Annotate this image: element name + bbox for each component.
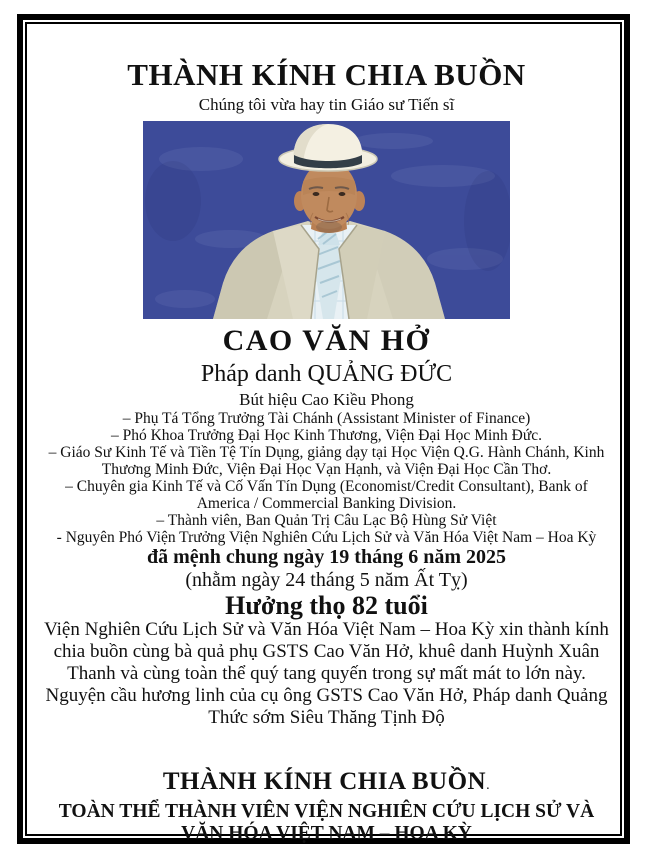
footer-organization: TOÀN THỂ THÀNH VIÊN VIỆN NGHIÊN CỨU LỊCH SỬ VÀ VĂN HÓA VIỆT NAM – HOA KỲ xyxy=(58,801,595,844)
page-subtitle: Chúng tôi vừa hay tin Giáo sư Tiến sĩ xyxy=(198,95,455,114)
bio-line: – Chuyên gia Kinh Tế và Cố Vấn Tín Dụng (Economist/Credit Consultant), Bank of America / Commercial Banking Division. xyxy=(65,478,588,512)
age-line: Hưởng thọ 82 tuổi xyxy=(225,591,428,620)
condolence-message: Viện Nghiên Cứu Lịch Sử và Văn Hóa Việt Nam – Hoa Kỳ xin thành kính chia buồn cùng bà quả phụ GSTS Cao Văn Hở, khuê danh Huỳnh Xuân Thanh và cùng toàn thể quý tang quyến trong sự mất mát to lớn này. xyxy=(44,619,609,684)
deceased-name: CAO VĂN HỞ xyxy=(222,324,431,357)
bio-line: – Giáo Sư Kinh Tế và Tiền Tệ Tín Dụng, giảng dạy tại Học Viện Q.G. Hành Chánh, Kinh Thương Minh Đức, Viện Đại Học Vạn Hạnh, và Viện Đại Học Cần Thơ. xyxy=(48,444,605,478)
footer-title-period: . xyxy=(486,778,491,793)
bio-list xyxy=(38,410,616,546)
pen-name: Bút hiệu Cao Kiều Phong xyxy=(239,390,414,409)
bio-line: – Phó Khoa Trưởng Đại Học Kinh Thương, Viện Đại Học Minh Đức. xyxy=(110,427,543,444)
footer-title xyxy=(33,767,620,801)
death-date: đã mệnh chung ngày 19 tháng 6 năm 2025 xyxy=(147,546,506,568)
dharma-name: Pháp danh QUẢNG ĐỨC xyxy=(200,361,453,387)
page-content xyxy=(33,28,620,845)
bio-line: - Nguyên Phó Viện Trưởng Viện Nghiên Cứu Lịch Sử và Văn Hóa Việt Nam – Hoa Kỳ xyxy=(56,529,597,546)
lunar-date: (nhằm ngày 24 tháng 5 năm Ất Tỵ) xyxy=(185,569,468,591)
bio-line: – Phụ Tá Tổng Trưởng Tài Chánh (Assistant Minister of Finance) xyxy=(122,410,531,427)
page-title: THÀNH KÍNH CHIA BUỒN xyxy=(127,57,526,92)
portrait-photo xyxy=(33,121,620,319)
bio-line: – Thành viên, Ban Quản Trị Câu Lạc Bộ Hùng Sử Việt xyxy=(156,512,497,529)
prayer-message: Nguyện cầu hương linh của cụ ông GSTS Cao Văn Hở, Pháp danh Quảng Thức sớm Siêu Thăng Tịnh Độ xyxy=(45,685,608,728)
footer-title-text: THÀNH KÍNH CHIA BUỒN xyxy=(162,768,487,795)
